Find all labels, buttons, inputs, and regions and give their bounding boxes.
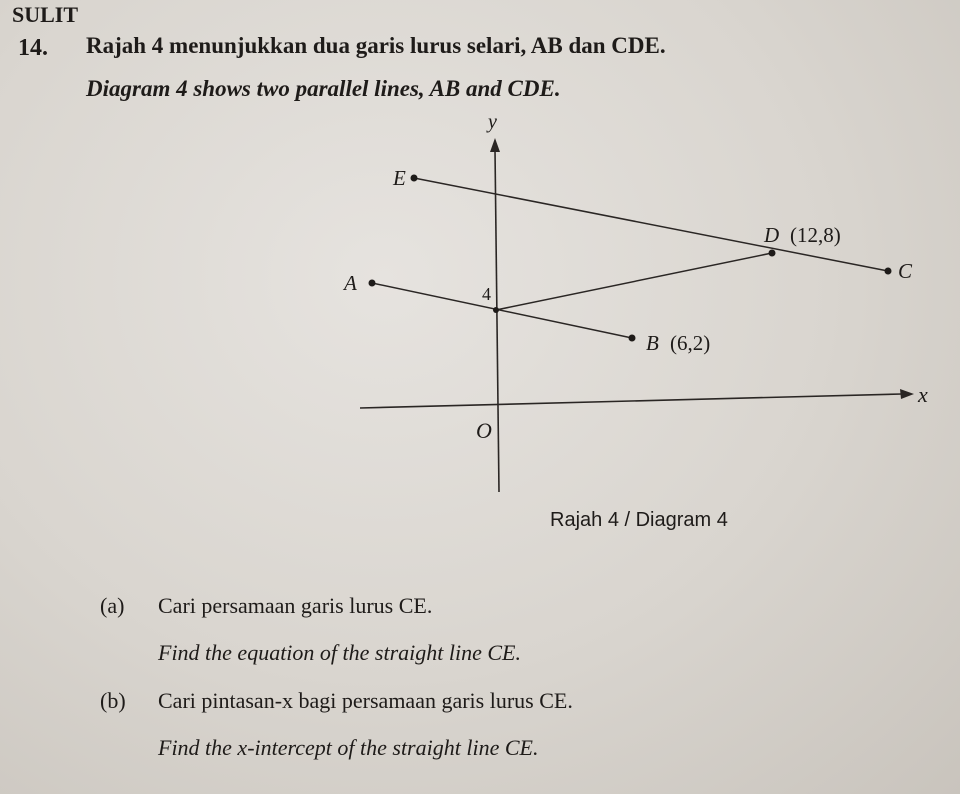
point-c (885, 268, 892, 275)
point-b-label: B (646, 331, 659, 355)
line-ab (372, 283, 632, 338)
part-b-text-english: Find the x-intercept of the straight line CE. (158, 735, 539, 760)
x-axis-arrow-icon (900, 389, 914, 399)
y-intercept-label: 4 (482, 284, 491, 304)
point-d (769, 250, 776, 257)
question-text-malay: Rajah 4 menunjukkan dua garis lurus selari, AB dan CDE. (86, 33, 666, 58)
point-b (629, 335, 636, 342)
diagram-caption: Rajah 4 / Diagram 4 (550, 509, 728, 531)
part-a-text-malay: Cari persamaan garis lurus CE. (158, 593, 433, 618)
point-b-coords: (6,2) (670, 331, 711, 355)
y-intercept-point (493, 307, 499, 313)
part-b-text-malay: Cari pintasan-x bagi persamaan garis lurus CE. (158, 688, 573, 713)
point-d-coords: (12,8) (790, 223, 841, 247)
question-text-english: Diagram 4 shows two parallel lines, AB and CDE. (86, 76, 561, 101)
part-b-label: (b) (100, 688, 126, 713)
part-a-label: (a) (100, 593, 125, 618)
point-c-label: C (898, 259, 913, 283)
x-axis-line (360, 394, 902, 408)
y-axis-arrow-icon (490, 138, 500, 152)
point-a-label: A (344, 271, 357, 295)
header-mark: SULIT (12, 2, 79, 27)
point-e (411, 175, 418, 182)
question-number: 14. (18, 35, 48, 61)
origin-label: O (476, 418, 492, 443)
y-axis-label: y (488, 111, 497, 133)
y-axis-line (495, 150, 499, 492)
part-a-text-english: Find the equation of the straight line CE. (158, 640, 521, 665)
point-a (369, 280, 376, 287)
x-axis-label: x (918, 382, 928, 407)
point-e-label: E (393, 166, 406, 190)
point-d-label: D (764, 223, 780, 247)
line-intercept-to-d (496, 253, 772, 310)
